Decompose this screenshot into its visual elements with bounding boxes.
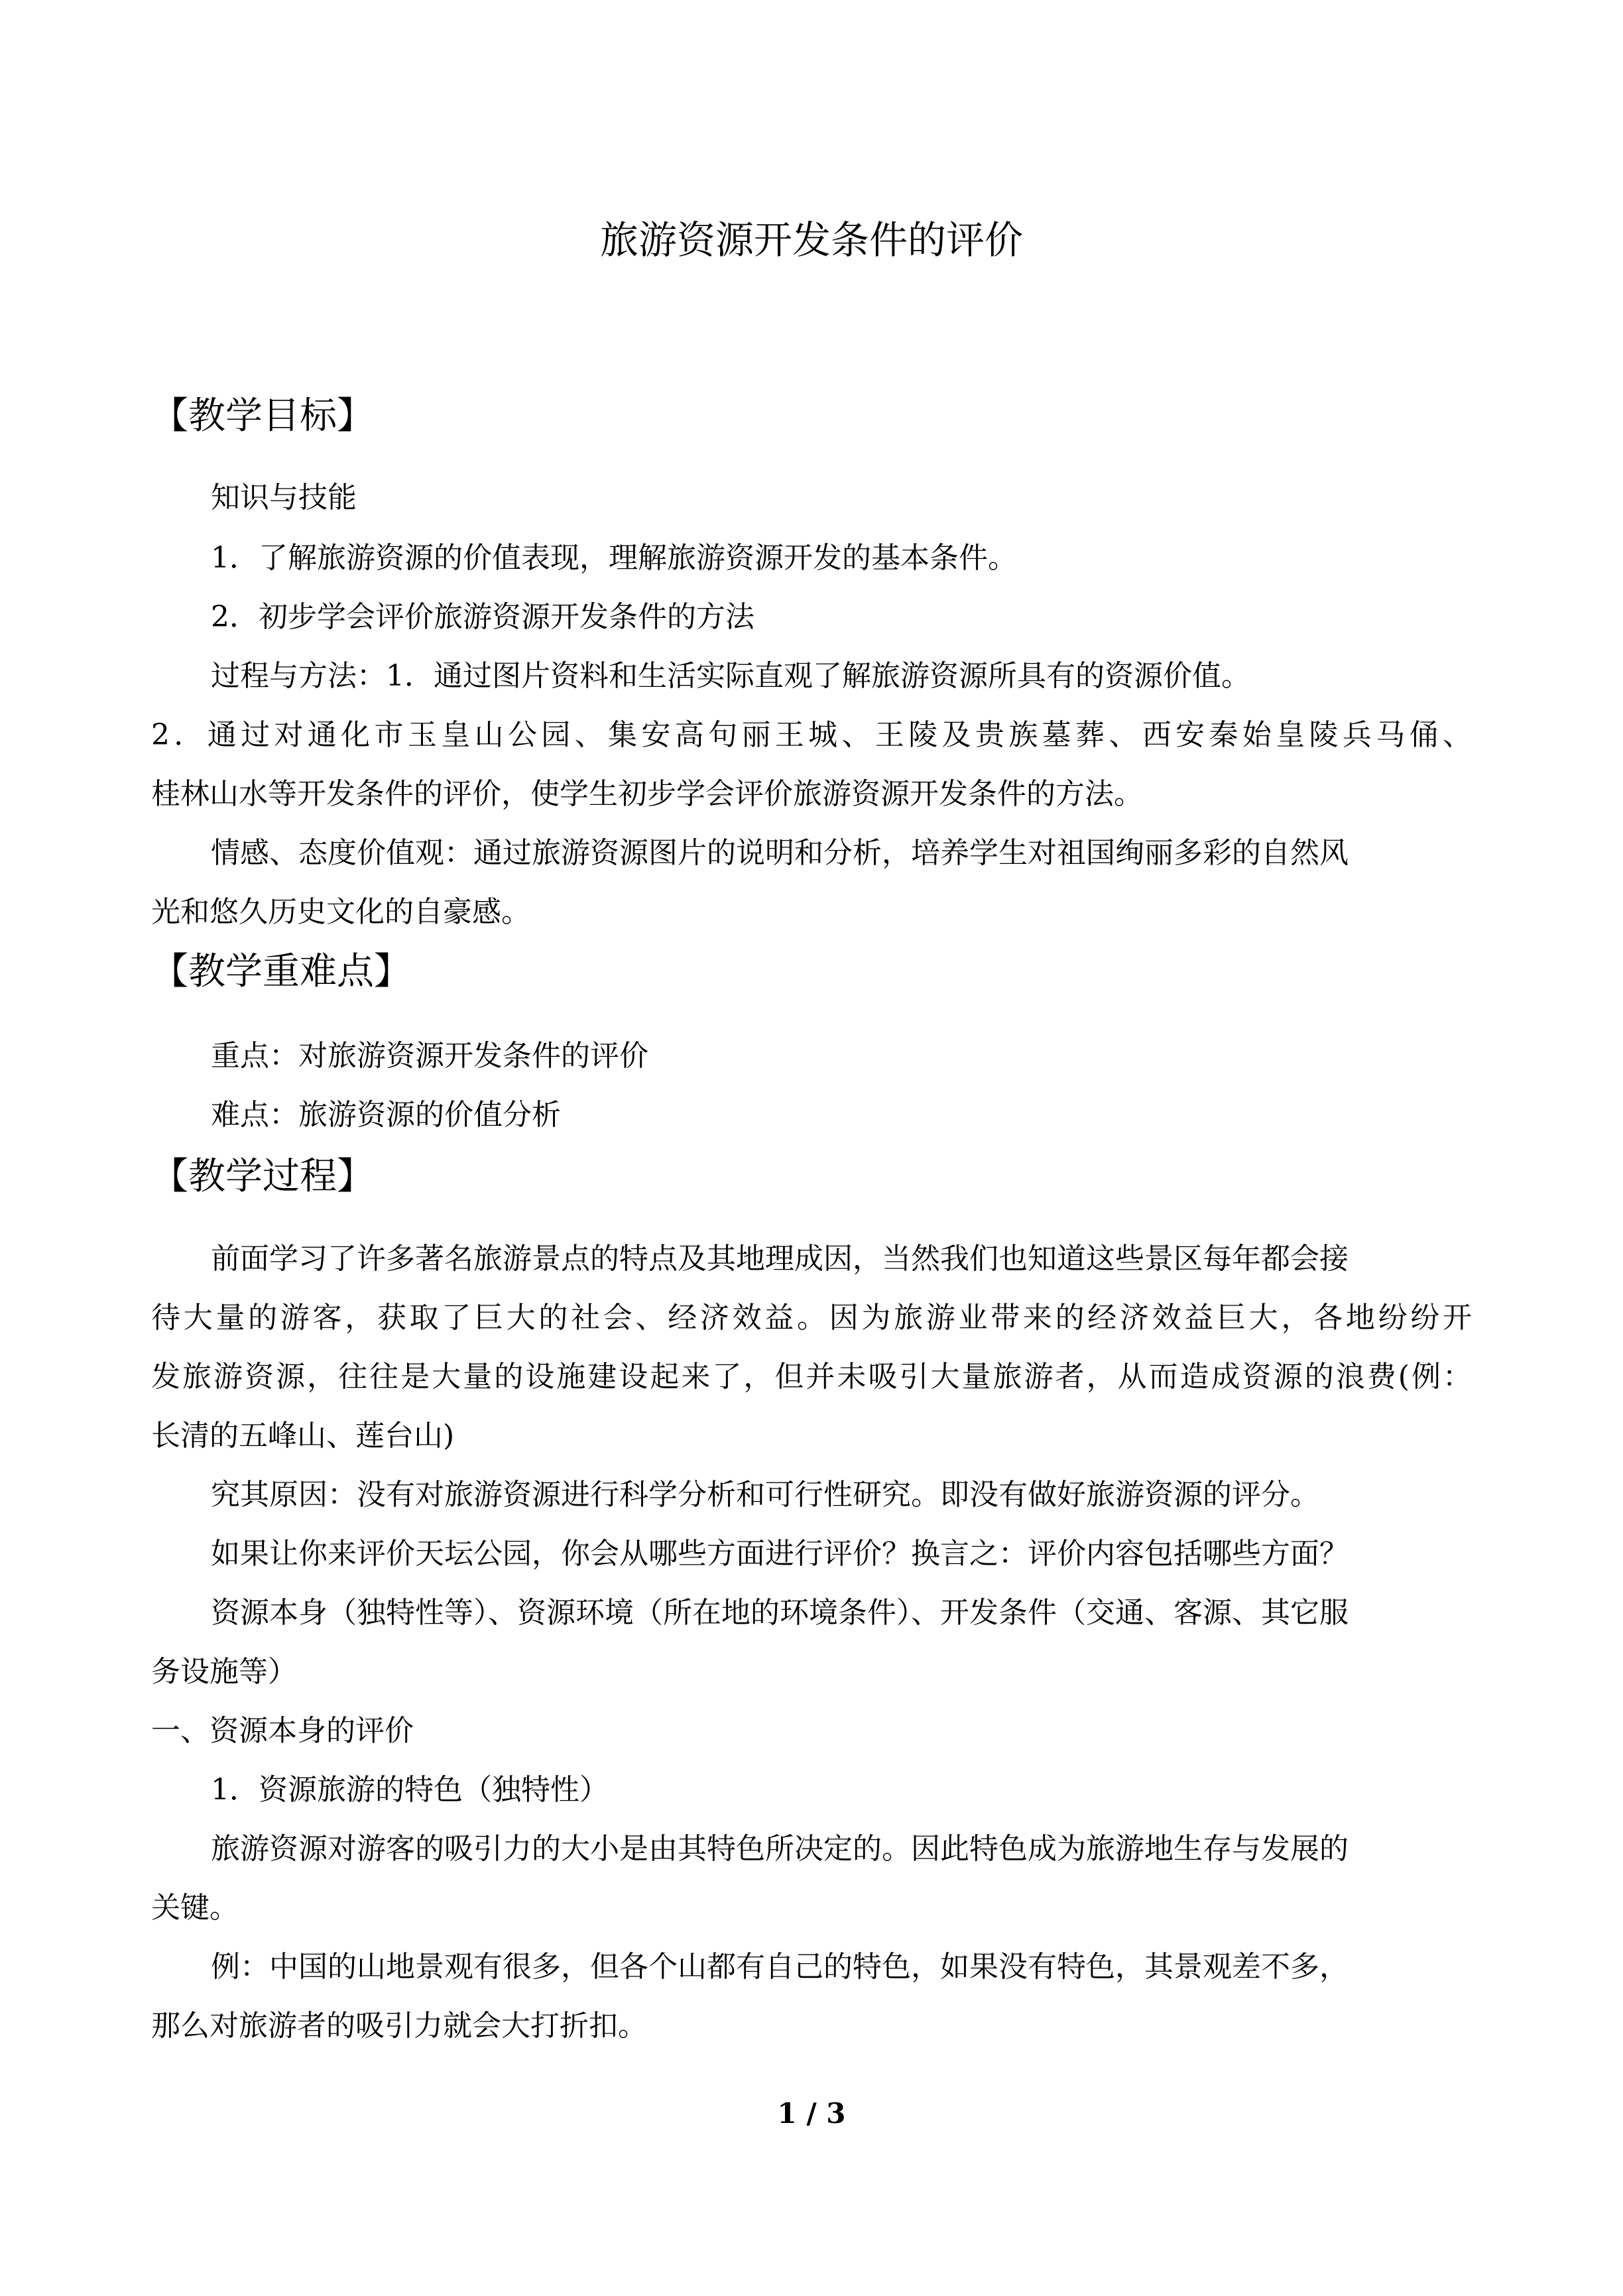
process-line: 资源本身（独特性等）、资源环境（所在地的环境条件）、开发条件（交通、客源、其它服 — [211, 1596, 1349, 1630]
objectives-line: 过程与方法：1．通过图片资料和生活实际直观了解旅游资源所具有的资源价值。 — [211, 659, 1250, 693]
objectives-line: 情感、态度价值观：通过旅游资源图片的说明和分析，培养学生对祖国绚丽多彩的自然风 — [211, 836, 1349, 870]
objectives-line: 2．初步学会评价旅游资源开发条件的方法 — [211, 600, 754, 634]
process-line: 待大量的游客，获取了巨大的社会、经济效益。因为旅游业带来的经济效益巨大，各地纷纷开 — [151, 1301, 1472, 1335]
key-point-line: 重点：对旅游资源开发条件的评价 — [211, 1039, 648, 1073]
page-number: 1 / 3 — [777, 2097, 846, 2130]
process-line: 关键。 — [151, 1891, 239, 1925]
process-line: 如果让你来评价天坛公园，你会从哪些方面进行评价？换言之：评价内容包括哪些方面？ — [211, 1537, 1349, 1571]
objectives-line: 1．了解旅游资源的价值表现，理解旅游资源开发的基本条件。 — [211, 541, 1017, 575]
key-point-line: 难点：旅游资源的价值分析 — [211, 1098, 561, 1132]
objectives-line: 2．通过对通化市玉皇山公园、集安高句丽王城、王陵及贵族墓葬、西安秦始皇陵兵马俑、 — [151, 718, 1472, 752]
objectives-line: 桂林山水等开发条件的评价，使学生初步学会评价旅游资源开发条件的方法。 — [151, 777, 1143, 811]
section-heading-key-points: 【教学重难点】 — [151, 950, 411, 993]
section-heading-process: 【教学过程】 — [151, 1155, 374, 1198]
process-line: 例：中国的山地景观有很多，但各个山都有自己的特色，如果没有特色，其景观差不多， — [211, 1950, 1349, 1984]
document-title: 旅游资源开发条件的评价 — [599, 217, 1023, 263]
process-line: 务设施等） — [151, 1655, 297, 1689]
process-line: 长清的五峰山、莲台山) — [151, 1419, 455, 1453]
section-heading-objectives: 【教学目标】 — [151, 394, 374, 438]
subsection-heading: 一、资源本身的评价 — [151, 1714, 414, 1748]
process-line: 旅游资源对游客的吸引力的大小是由其特色所决定的。因此特色成为旅游地生存与发展的 — [211, 1832, 1349, 1866]
objectives-line: 光和悠久历史文化的自豪感。 — [151, 895, 530, 929]
process-line: 究其原因：没有对旅游资源进行科学分析和可行性研究。即没有做好旅游资源的评分。 — [211, 1478, 1319, 1512]
process-line: 前面学习了许多著名旅游景点的特点及其地理成因，当然我们也知道这些景区每年都会接 — [211, 1242, 1349, 1276]
process-line: 发旅游资源，往往是大量的设施建设起来了，但并未吸引大量旅游者，从而造成资源的浪费(例： — [151, 1360, 1472, 1394]
process-line: 1．资源旅游的特色（独特性） — [211, 1773, 609, 1807]
objectives-line: 知识与技能 — [211, 481, 357, 514]
process-line: 那么对旅游者的吸引力就会大打折扣。 — [151, 2009, 647, 2043]
